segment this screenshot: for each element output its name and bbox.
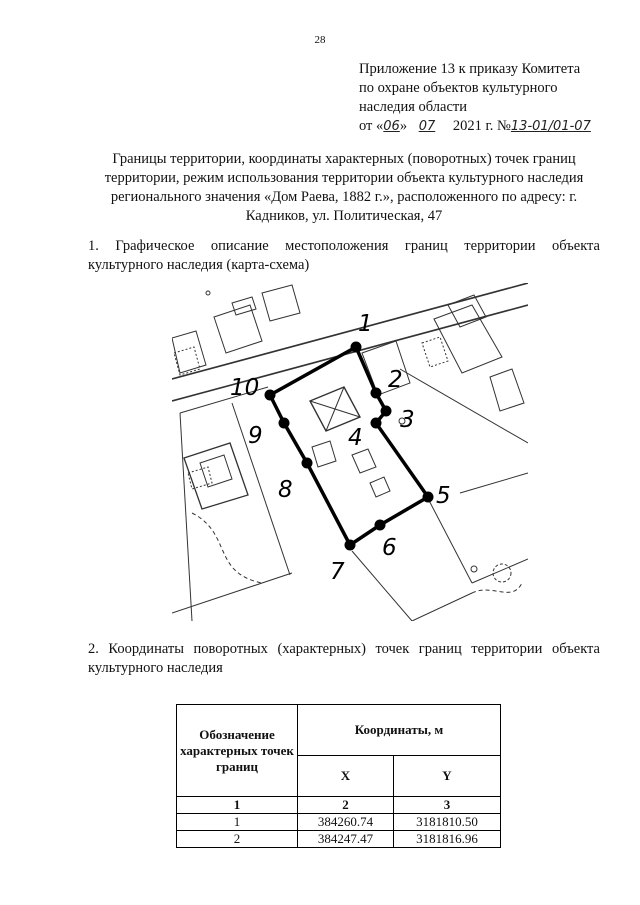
boundary-point-3 <box>381 406 392 417</box>
boundary-point-6 <box>375 520 386 531</box>
section-2-heading: 2. Координаты поворотных (характерных) точек границ территории объекта культурного наследия <box>88 641 600 676</box>
date-year: 2021 г. № <box>452 118 511 134</box>
column-number: 3 <box>393 797 500 814</box>
table-row <box>177 814 501 831</box>
point-label-7: 7 <box>330 559 345 585</box>
point-label-8: 8 <box>278 477 293 503</box>
date-prefix: от « <box>359 118 384 134</box>
boundary-point-5 <box>423 492 434 503</box>
coord-y: 3181810.50 <box>393 814 500 831</box>
header-x: X <box>298 756 394 797</box>
section-1-heading: 1. Графическое описание местоположения границ территории объекта культурного наследия (карта-схема) <box>88 238 600 273</box>
coord-y: 3181816.96 <box>393 831 500 848</box>
header-coordinates: Координаты, м <box>298 705 501 756</box>
date-mid: » <box>399 118 408 134</box>
point-label-6: 6 <box>382 535 397 561</box>
point-label-9: 9 <box>248 423 263 449</box>
point-label-3: 3 <box>400 407 415 433</box>
appendix-line-2: по охране объектов культурного <box>359 80 558 96</box>
boundary-point-8 <box>302 458 313 469</box>
boundary-map <box>172 283 528 621</box>
document-number: 13-01/01-07 <box>510 119 591 134</box>
point-label-2: 2 <box>388 367 403 393</box>
appendix-line-3: наследия области <box>359 99 468 115</box>
date-day: 06 <box>383 119 400 134</box>
point-label-10: 10 <box>230 375 260 401</box>
column-number: 2 <box>298 797 394 814</box>
appendix-line-1: Приложение 13 к приказу Комитета <box>359 61 581 77</box>
point-label-1: 1 <box>358 311 373 337</box>
table-row <box>177 831 501 848</box>
page-number: 28 <box>314 34 326 46</box>
coordinates-table <box>176 704 501 848</box>
boundary-point-4 <box>371 418 382 429</box>
header-y: Y <box>393 756 500 797</box>
boundary-point-9 <box>279 418 290 429</box>
point-id: 1 <box>177 814 298 831</box>
coord-x: 384260.74 <box>298 814 394 831</box>
appendix-header <box>359 60 624 136</box>
document-title: Границы территории, координаты характерных (поворотных) точек границ территории, режим использования территории объекта культурного наследия регионального значения «Дом Раева, 1882 г.», расположенного по адресу: г. Кадников, ул. Политическая, 47 <box>104 151 584 224</box>
boundary-point-7 <box>345 540 356 551</box>
coord-x: 384247.47 <box>298 831 394 848</box>
date-month: 07 <box>418 119 436 134</box>
point-label-4: 4 <box>348 425 363 451</box>
column-number: 1 <box>177 797 298 814</box>
map-background <box>172 283 528 621</box>
boundary-point-1 <box>351 342 362 353</box>
boundary-point-2 <box>371 388 382 399</box>
boundary-point-10 <box>265 390 276 401</box>
appendix-date-line <box>359 117 624 136</box>
point-id: 2 <box>177 831 298 848</box>
header-designation: Обозначение характерных точек границ <box>177 705 298 797</box>
point-label-5: 5 <box>436 483 451 509</box>
